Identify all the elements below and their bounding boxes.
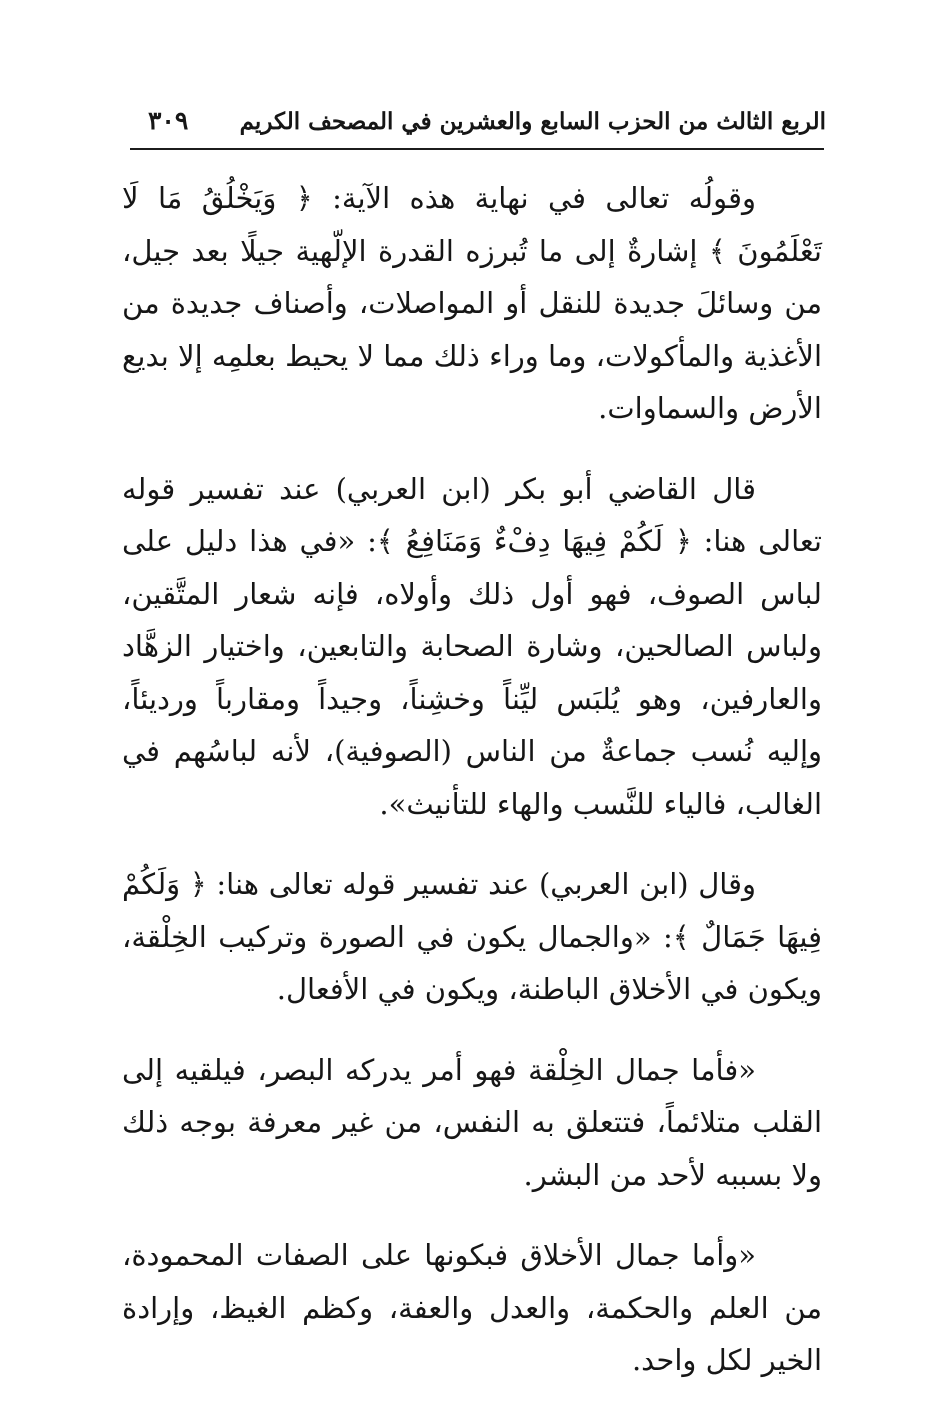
header-rule [130, 148, 824, 150]
running-header-title: الربع الثالث من الحزب السابع والعشرين في المصحف الكريم [239, 108, 826, 135]
paragraph-3: وقال (ابن العربي) عند تفسير قوله تعالى هنا: ﴿ وَلَكُمْ فِيهَا جَمَالٌ ﴾: «والجمال يكون في الصورة وتركيب الخِلْقة، ويكون في الأخلاق الباطنة، ويكون في الأفعال. [122, 867, 822, 1006]
body-text [122, 172, 822, 1387]
page-number: ٣٠٩ [148, 106, 189, 135]
paragraph-1: وقولُه تعالى في نهاية هذه الآية: ﴿ وَيَخْلُقُ مَا لَا تَعْلَمُونَ ﴾ إشارةٌ إلى ما تُبرزه القدرة الإلّهية جيلًا بعد جيل، من وسائلَ جديدة للنقل أو المواصلات، وأصناف جديدة من الأغذية والمأكولات، وما وراء ذلك مما لا يحيط بعلمِه إلا بديع الأرض والسماوات. [122, 181, 822, 425]
paragraph-2: قال القاضي أبو بكر (ابن العربي) عند تفسير قوله تعالى هنا: ﴿ لَكُمْ فِيهَا دِفْءٌ وَمَنَافِعُ ﴾: «في هذا دليل على لباس الصوف، فهو أول ذلك وأولاه، فإنه شعار المتَّقين، ولباس الصالحين، وشارة الصحابة والتابعين، واختيار الزهَّاد والعارفين، وهو يُلبَس ليِّناً وخشِناً، وجيداً ومقارباً ورديئاً، وإليه نُسب جماعةٌ من الناس (الصوفية)، لأنه لباسُهم في الغالب، فالياء للنَّسب والهاء للتأنيث». [122, 471, 822, 821]
paragraph-4: «فأما جمال الخِلْقة فهو أمر يدركه البصر، فيلقيه إلى القلب متلائماً، فتتعلق به النفس، من غير معرفة بوجه ذلك ولا بسببه لأحد من البشر. [122, 1052, 822, 1192]
running-header [120, 106, 826, 144]
paragraph-5: «وأما جمال الأخلاق فبكونها على الصفات المحمودة، من العلم والحكمة، والعدل والعفة، وكظم الغيظ، وإرادة الخير لكل واحد. [122, 1238, 822, 1377]
